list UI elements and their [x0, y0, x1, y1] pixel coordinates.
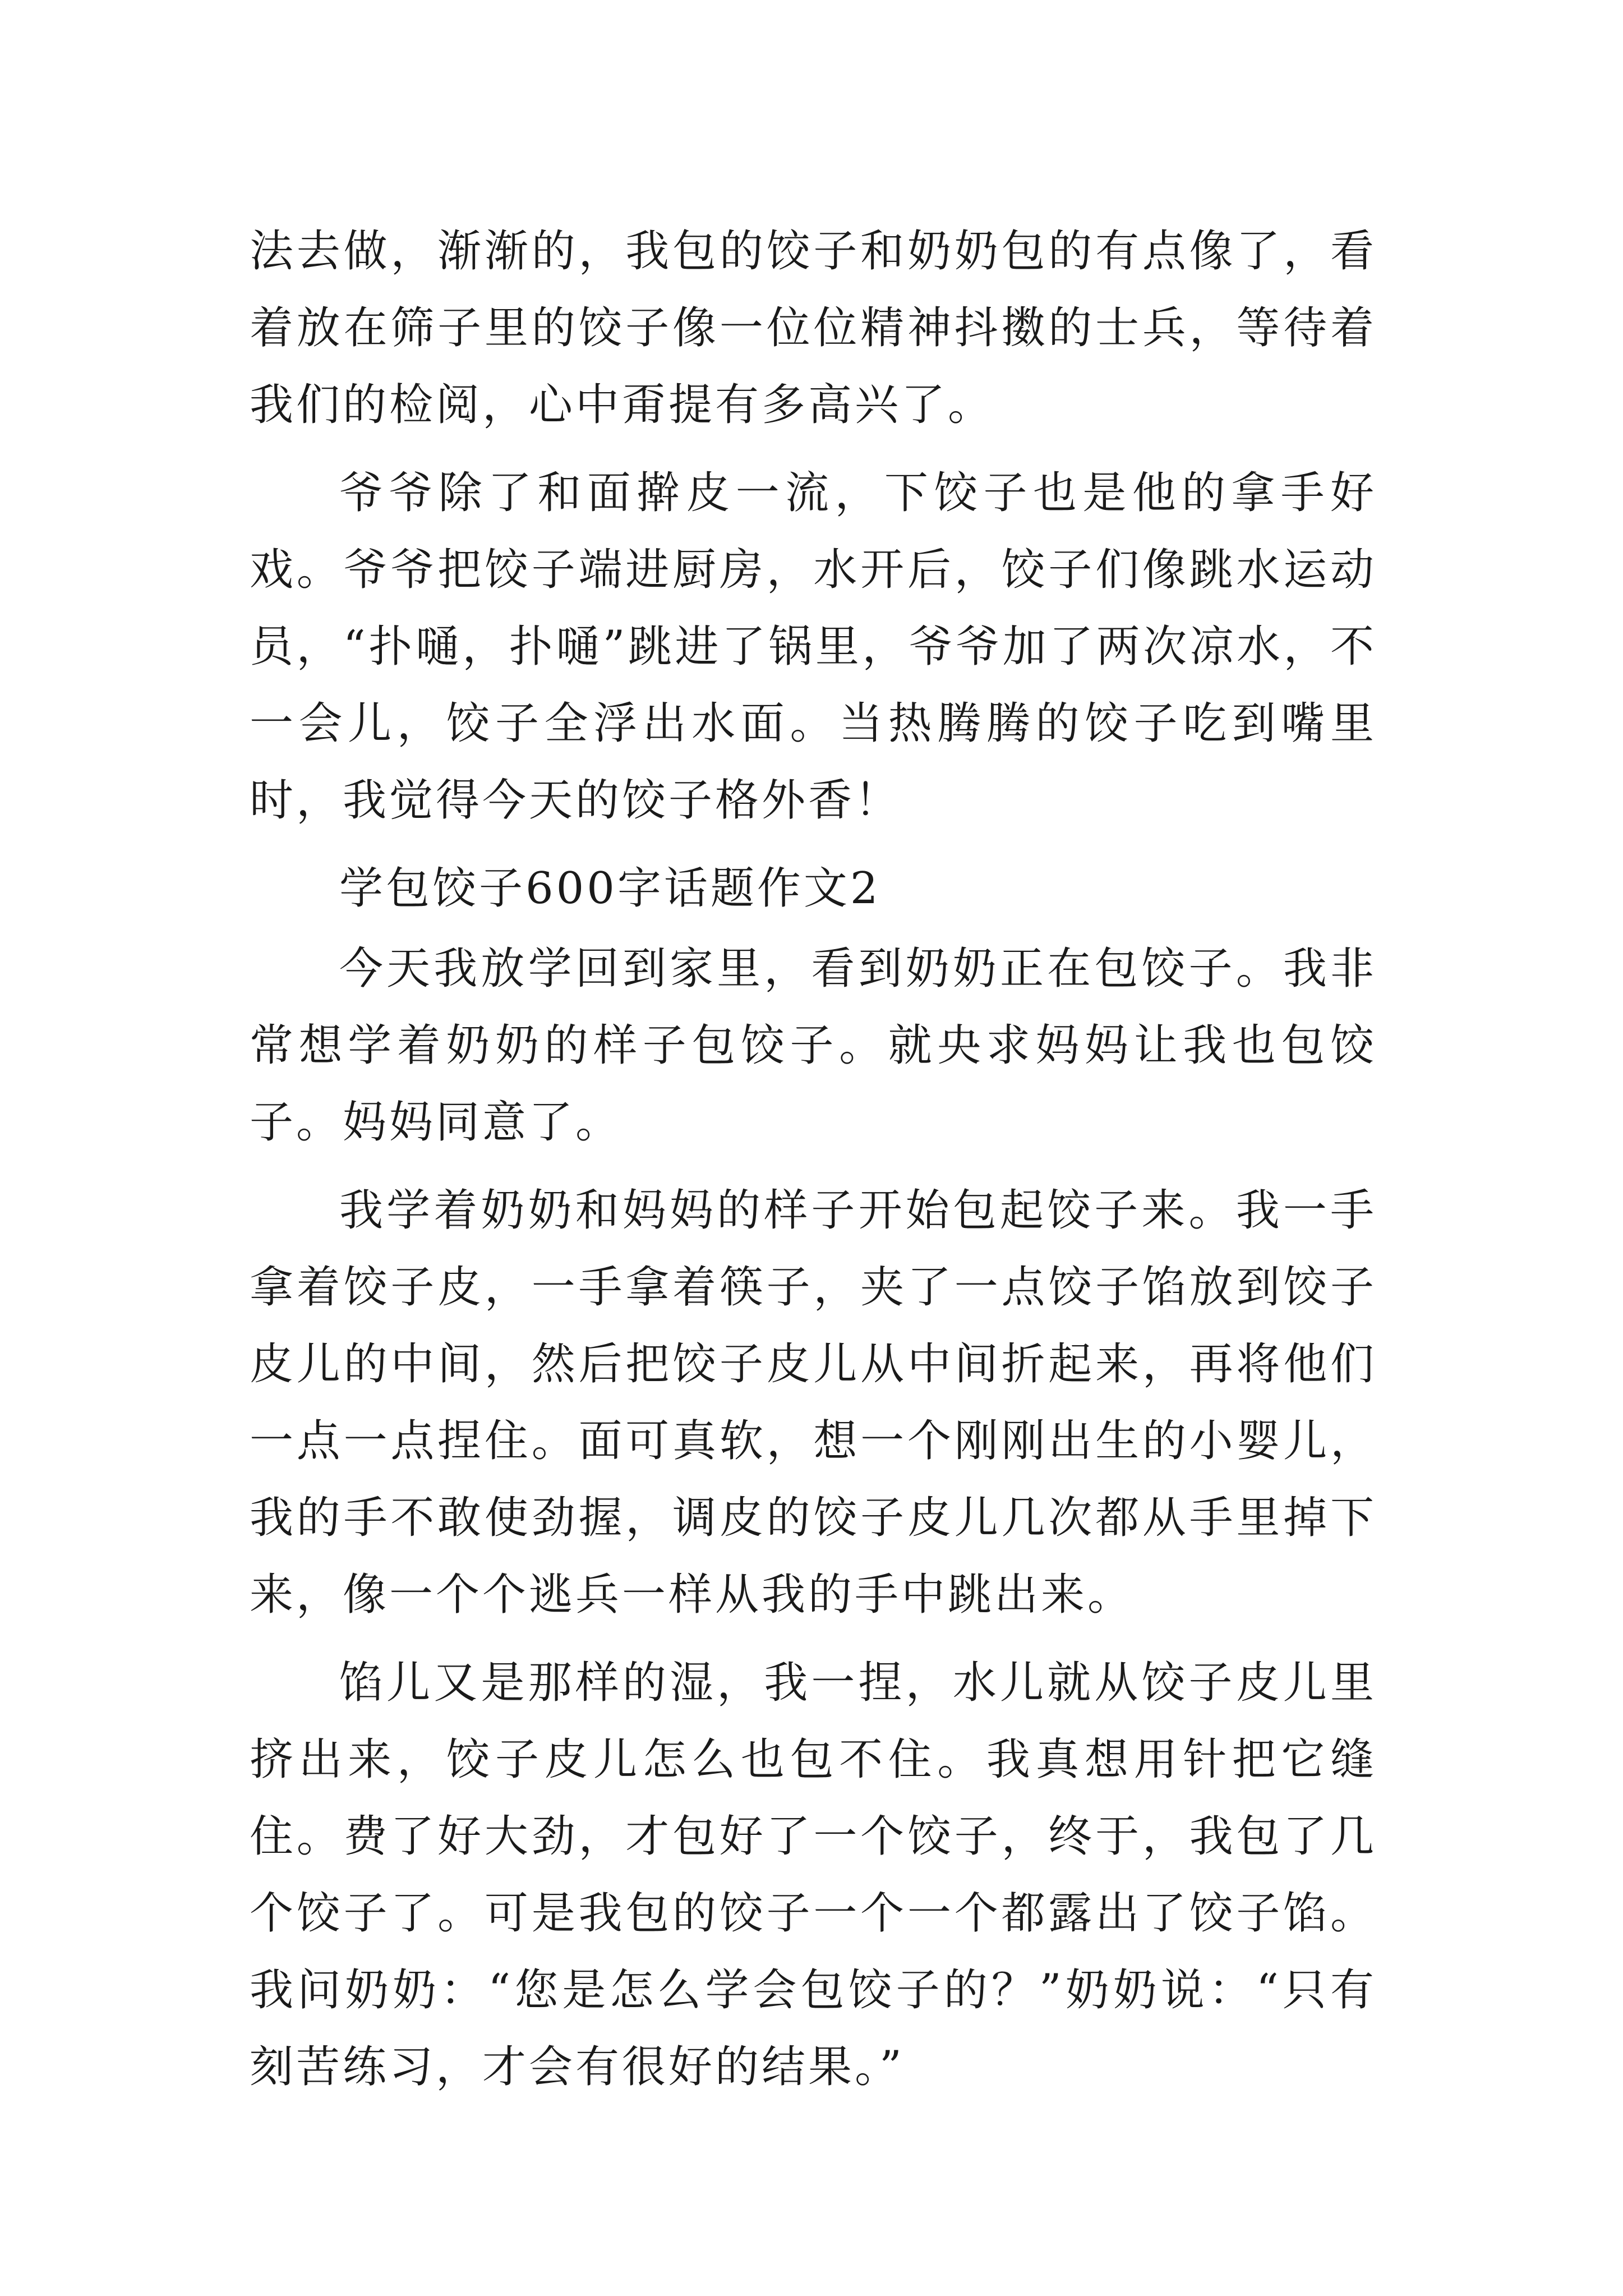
paragraph-learning-wrap: 我学着奶奶和妈妈的样子开始包起饺子来。我一手拿着饺子皮，一手拿着筷子，夹了一点饺子馅放到饺子皮儿的中间，然后把饺子皮儿从中间折起来，再将他们一点一点捏住。面可真软，想一个刚刚出生的小婴儿，我的手不敢使劲握，调皮的饺子皮儿几次都从手里掉下来，像一个个逃兵一样从我的手中跳出来。	[250, 1185, 1377, 1620]
paragraph-continuation: 法去做，渐渐的，我包的饺子和奶奶包的有点像了，看着放在筛子里的饺子像一位位精神抖擞的士兵，等待着我们的检阅，心中甭提有多高兴了。	[250, 226, 1377, 430]
paragraph-filling-wet: 馅儿又是那样的湿，我一捏，水儿就从饺子皮儿里挤出来，饺子皮儿怎么也包不住。我真想用针把它缝住。费了好大劲，才包好了一个饺子，终于，我包了几个饺子了。可是我包的饺子一个一个都露出了饺子馅。我问奶奶：“您是怎么学会包饺子的？”奶奶说：“只有刻苦练习，才会有很好的结果。”	[250, 1658, 1377, 2092]
paragraph-grandpa-dumplings: 爷爷除了和面擀皮一流，下饺子也是他的拿手好戏。爷爷把饺子端进厨房，水开后，饺子们像跳水运动员，“扑嗵，扑嗵”跳进了锅里，爷爷加了两次凉水，不一会儿，饺子全浮出水面。当热腾腾的饺子吃到嘴里时，我觉得今天的饺子格外香！	[250, 468, 1377, 826]
document-body	[250, 213, 1377, 2117]
paragraph-grandma-making: 今天我放学回到家里，看到奶奶正在包饺子。我非常想学着奶奶的样子包饺子。就央求妈妈让我也包饺子。妈妈同意了。	[250, 944, 1377, 1148]
essay-title: 学包饺子600字话题作文2	[339, 863, 881, 914]
